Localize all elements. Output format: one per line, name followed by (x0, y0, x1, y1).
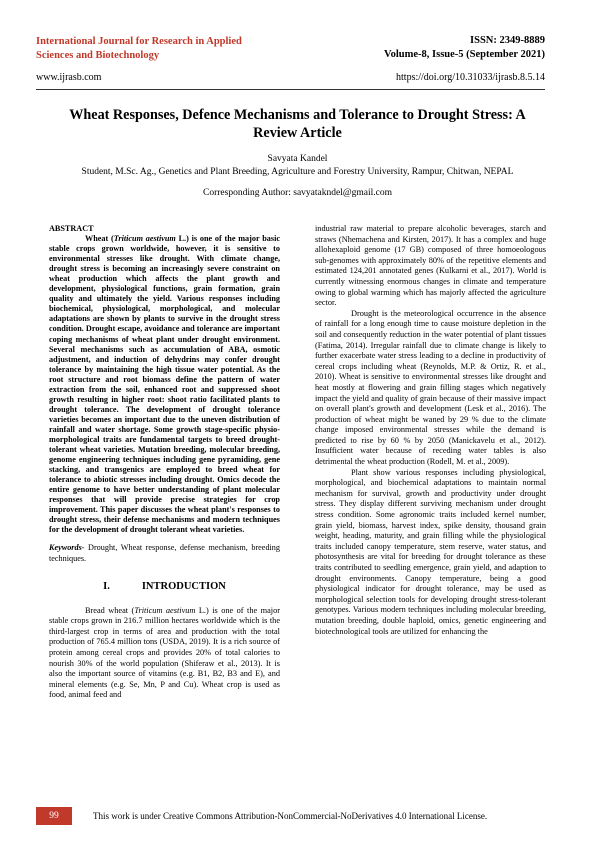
author-affiliation: Student, M.Sc. Ag., Genetics and Plant Breeding, Agriculture and Forestry University, Rampur, Chitwan, NEPAL (81, 167, 514, 177)
abstract-heading: ABSTRACT (49, 224, 94, 233)
header-divider (36, 89, 545, 90)
left-column (49, 224, 280, 701)
volume-issue: Volume-8, Issue-5 (September 2021) (384, 49, 545, 60)
journal-name: International Journal for Research in Applied Sciences and Biotechnology (36, 36, 242, 61)
issn: ISSN: 2349-8889 (470, 35, 545, 46)
corresponding-author: Corresponding Author: savyatakndel@gmail.com (203, 188, 392, 198)
intro-p1-body: L.) is one of the major stable crops grown in 216.7 million hectares worldwide which is the third-largest crop in terms of area and production with the total production of 765.4 million tons (USDA, 2019). It is a rich source of protein among cereal crops and provides 20% of total calories to nourish 30% of the world population (Shiferaw et al., 2013). It is also the important source of vitamins (e.g. B1, B2, B3 and E), and mineral elements (e.g. Se, Mn, P and Cu). Wheat crop is used as food, animal feed and (49, 605, 280, 700)
keywords (49, 543, 280, 563)
abstract-lead: Wheat ( (85, 234, 114, 244)
section-number: I. (103, 580, 110, 592)
paper-title: Wheat Responses, Defence Mechanisms and Tolerance to Drought Stress: A Review Article (69, 107, 526, 141)
url-row (36, 71, 545, 85)
author-name: Savyata Kandel (267, 154, 328, 164)
section-title: INTRODUCTION (141, 580, 226, 592)
intro-p1-species: Triticum aestivum (134, 605, 196, 615)
page-number: 99 (36, 807, 72, 825)
issn-volume-block (384, 34, 545, 62)
intro-p3-body: Plant show various responses including physiological, morphological, and biochemical adaptations to maintain normal mechanism for survival, growth and productivity under drought stress. They display different surviving mechanism under drought stress condition. Some agronomic traits included kernel number, grain yield, biomass, harvest index, spike density, thousand grain weight, heading, maturity, and grain filling while the physiological traits included canopy temperature, stem reserve, water status, and photosynthesis are vital for breeding for drought tolerance as these traits contributed to seedling emergence, grain yield, and adaption to drought environments. Canopy temperature, being a good physiological indicator for drought tolerance, may be used as morphological selection tools for developing drought stress-tolerant genotypes. Various modern techniques including molecular breeding, mutation breeding, double haploid, omics, genetic engineering and biotechnological tools are utilized for enhancing the (315, 467, 546, 636)
keywords-label: Keywords- (49, 543, 85, 553)
intro-p2-body: Drought is the meteorological occurrence in the absence of rainfall for a long enough time to cause moisture depletion in the soil and consequently reduction in the water potential of plant tissues (Fatima, 2014). Irregular rainfall due to climate change is likely to further exacerbate water stress leading to a decline in productivity of cereal crops including wheat (Reynolds, M.P. & Ortiz, R. et al., 2010). Wheat is sensitive to environmental stresses like drought and heat mostly at flowering and grain filling stages which negatively impact the yield and quality of grain because of their massive impact on overall plant's growth and development (Lesk et al., 2016). The production of wheat might be waned by 29 % due to the climate change imposed environmental stresses while the demand is predicted to rise by 60 % by 2050 (Manickavelu et al., 2012). Insufficient water because of receding water tables is also detrimental the wheat production (Rodell, M. et al., 2009). (315, 308, 546, 467)
abstract-body: L.) is one of the major basic stable crops grown worldwide, however, it is sensitive to environmental stresses like drought. With climate change, drought stress is becoming an increasingly severe constraint on wheat production which affects the plant growth and development, physiological functions, grain formation, grain quality and ultimately the yield. Various responses including biochemical, physiological, morphological, and molecular adaptations are shown by plants to survive in the drought stress condition. Drought escape, avoidance and tolerance are important coping mechanisms of wheat plant under drought environment. Several mechanisms such as accumulation of ABA, osmotic adjustment, and induction of dehydrins may confer drought tolerance by maintaining the high tissue water potential. As the root structure and root biomass define the pattern of water extraction from the soil, enhanced root and suppressed shoot growth resulting in higher root: shoot ratio facilitated plants to drought tolerance. The development of drought tolerance varieties becomes an important due to the uneven distribution of rainfall and water shortage. Some growth stage-specific physio-morphological traits are fundamental targets to breed drought-tolerant wheat varieties. Mutation breeding, molecular breeding, genome engineering techniques including gene pyramiding, gene stacking, and transgenics are employed to breed wheat for tolerance to abiotic stresses including drought. Omics decode the entire genome to have better understanding of plant molecular responses that will provide precise strategies for crop improvement. This paper discusses the wheat plant's responses to drought stress, their defense mechanisms and modern techniques for the development of drought tolerant wheat varieties. (49, 234, 280, 535)
intro-paragraph-1 (49, 606, 280, 701)
right-column (315, 224, 546, 637)
intro-paragraph-3 (315, 468, 546, 638)
abstract-text (49, 234, 280, 535)
license-notice: This work is under Creative Commons Attribution-NonCommercial-NoDerivatives 4.0 International License. (93, 811, 488, 821)
section-heading-introduction (49, 582, 280, 592)
intro-paragraph-2 (315, 309, 546, 468)
journal-website-link[interactable]: www.ijrasb.com (36, 72, 102, 83)
keywords-text: Drought, Wheat response, defense mechanism, breeding techniques. (49, 543, 280, 563)
intro-paragraph-1-continued: industrial raw material to prepare alcoholic beverages, starch and straws (Nhemachena and Kirsten, 2017). It has a complex and huge allohexaploid genome (17 GB) composed of three homoeologous sub-genomes with approximately 80% of the repetitive elements and estimated 124,201 annotated genes (Kulkarni et al., 2017). World is currently witnessing enormous changes in climate and temperature owing to global warming which has majorly affected the agriculture sector. (315, 224, 546, 308)
abstract-species: Triticum aestivum (113, 234, 176, 244)
intro-p1-lead: Bread wheat ( (85, 605, 135, 615)
doi-link[interactable]: https://doi.org/10.31033/ijrasb.8.5.14 (396, 72, 545, 83)
